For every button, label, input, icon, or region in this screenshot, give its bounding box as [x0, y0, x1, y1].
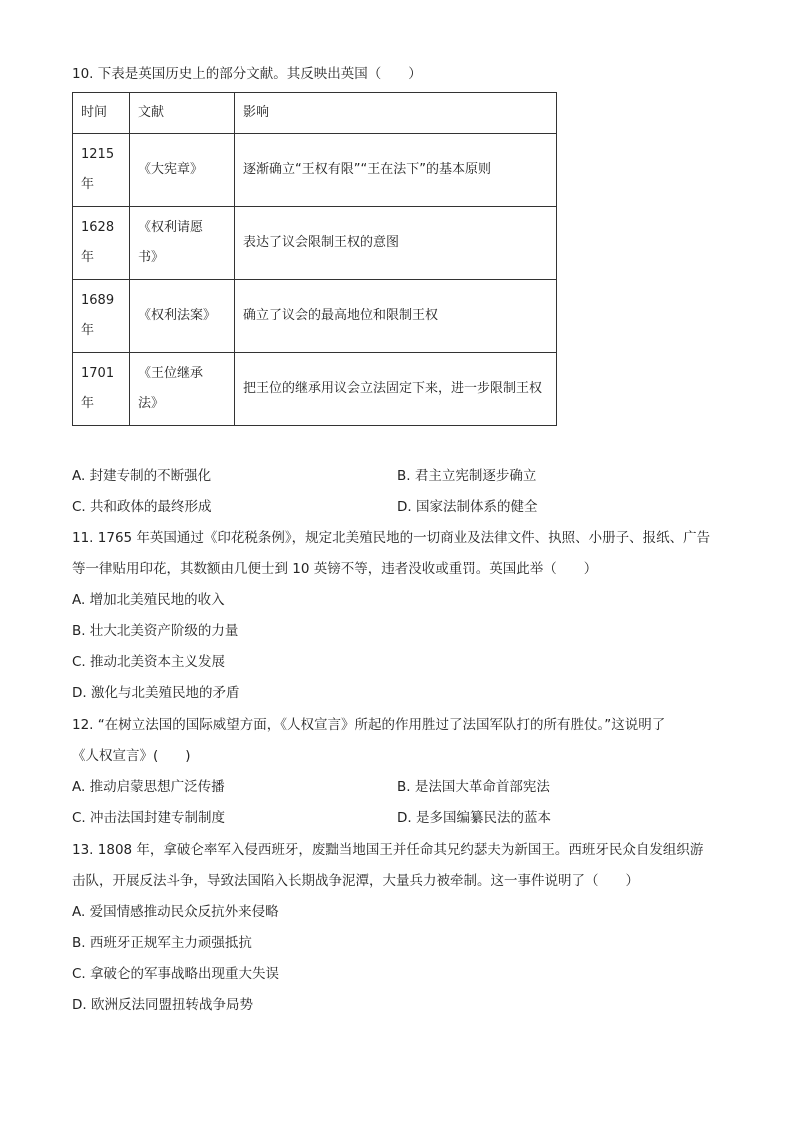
q10-option-d[interactable]: D. 国家法制体系的健全: [397, 499, 538, 515]
cell-time: 1628 年: [73, 207, 130, 280]
q13-option-b[interactable]: B. 西班牙正规军主力顽强抵抗: [72, 935, 252, 951]
q11-option-d[interactable]: D. 激化与北美殖民地的矛盾: [72, 685, 240, 701]
cell-time: 1689 年: [73, 280, 130, 353]
q12-option-a[interactable]: A. 推动启蒙思想广泛传播: [72, 779, 225, 795]
question-12-stem-line1: 12. “在树立法国的国际威望方面，《人权宣言》所起的作用胜过了法国军队打的所有胜仗。”这说明了: [72, 717, 666, 733]
cell-effect: 表达了议会限制王权的意图: [235, 207, 557, 280]
q12-option-b[interactable]: B. 是法国大革命首部宪法: [397, 779, 550, 795]
table-header-row: [73, 93, 557, 134]
cell-effect: 逐渐确立“王权有限”“王在法下”的基本原则: [235, 134, 557, 207]
cell-time: 1701 年: [73, 353, 130, 426]
question-13-stem-line1: 13. 1808 年，拿破仑率军入侵西班牙，废黜当地国王并任命其兄约瑟夫为新国王。西班牙民众自发组织游: [72, 842, 704, 858]
header-time: 时间: [73, 93, 130, 134]
cell-document: 《王位继承 法》: [130, 353, 235, 426]
cell-document: 《权利请愿 书》: [130, 207, 235, 280]
cell-document: 《大宪章》: [130, 134, 235, 207]
header-document: 文献: [130, 93, 235, 134]
table-row: [73, 353, 557, 426]
q13-option-a[interactable]: A. 爱国情感推动民众反抗外来侵略: [72, 904, 279, 920]
q10-option-a[interactable]: A. 封建专制的不断强化: [72, 468, 212, 484]
question-10-stem: 10. 下表是英国历史上的部分文献。其反映出英国（ ）: [72, 66, 422, 82]
table-row: [73, 207, 557, 280]
question-12-stem-line2: 《人权宣言》( ): [72, 748, 191, 764]
question-11-stem-line1: 11. 1765 年英国通过《印花税条例》，规定北美殖民地的一切商业及法律文件、执照、小册子、报纸、广告: [72, 530, 711, 546]
q11-option-a[interactable]: A. 增加北美殖民地的收入: [72, 592, 225, 608]
table-row: [73, 280, 557, 353]
header-effect: 影响: [235, 93, 557, 134]
q13-option-d[interactable]: D. 欧洲反法同盟扭转战争局势: [72, 997, 253, 1013]
q11-option-c[interactable]: C. 推动北美资本主义发展: [72, 654, 226, 670]
q11-option-b[interactable]: B. 壮大北美资产阶级的力量: [72, 623, 239, 639]
q12-option-d[interactable]: D. 是多国编纂民法的蓝本: [397, 810, 551, 826]
documents-table: [72, 92, 557, 426]
q13-option-c[interactable]: C. 拿破仑的军事战略出现重大失误: [72, 966, 280, 982]
cell-effect: 确立了议会的最高地位和限制王权: [235, 280, 557, 353]
question-13-stem-line2: 击队，开展反法斗争，导致法国陷入长期战争泥潭，大量兵力被牵制。这一事件说明了（ ）: [72, 873, 639, 889]
q12-option-c[interactable]: C. 冲击法国封建专制制度: [72, 810, 226, 826]
cell-time: 1215 年: [73, 134, 130, 207]
q10-option-c[interactable]: C. 共和政体的最终形成: [72, 499, 212, 515]
q10-option-b[interactable]: B. 君主立宪制逐步确立: [397, 468, 537, 484]
cell-document: 《权利法案》: [130, 280, 235, 353]
table-row: [73, 134, 557, 207]
question-11-stem-line2: 等一律贴用印花，其数额由几便士到 10 英镑不等，违者没收或重罚。英国此举（ ）: [72, 561, 598, 577]
cell-effect: 把王位的继承用议会立法固定下来，进一步限制王权: [235, 353, 557, 426]
